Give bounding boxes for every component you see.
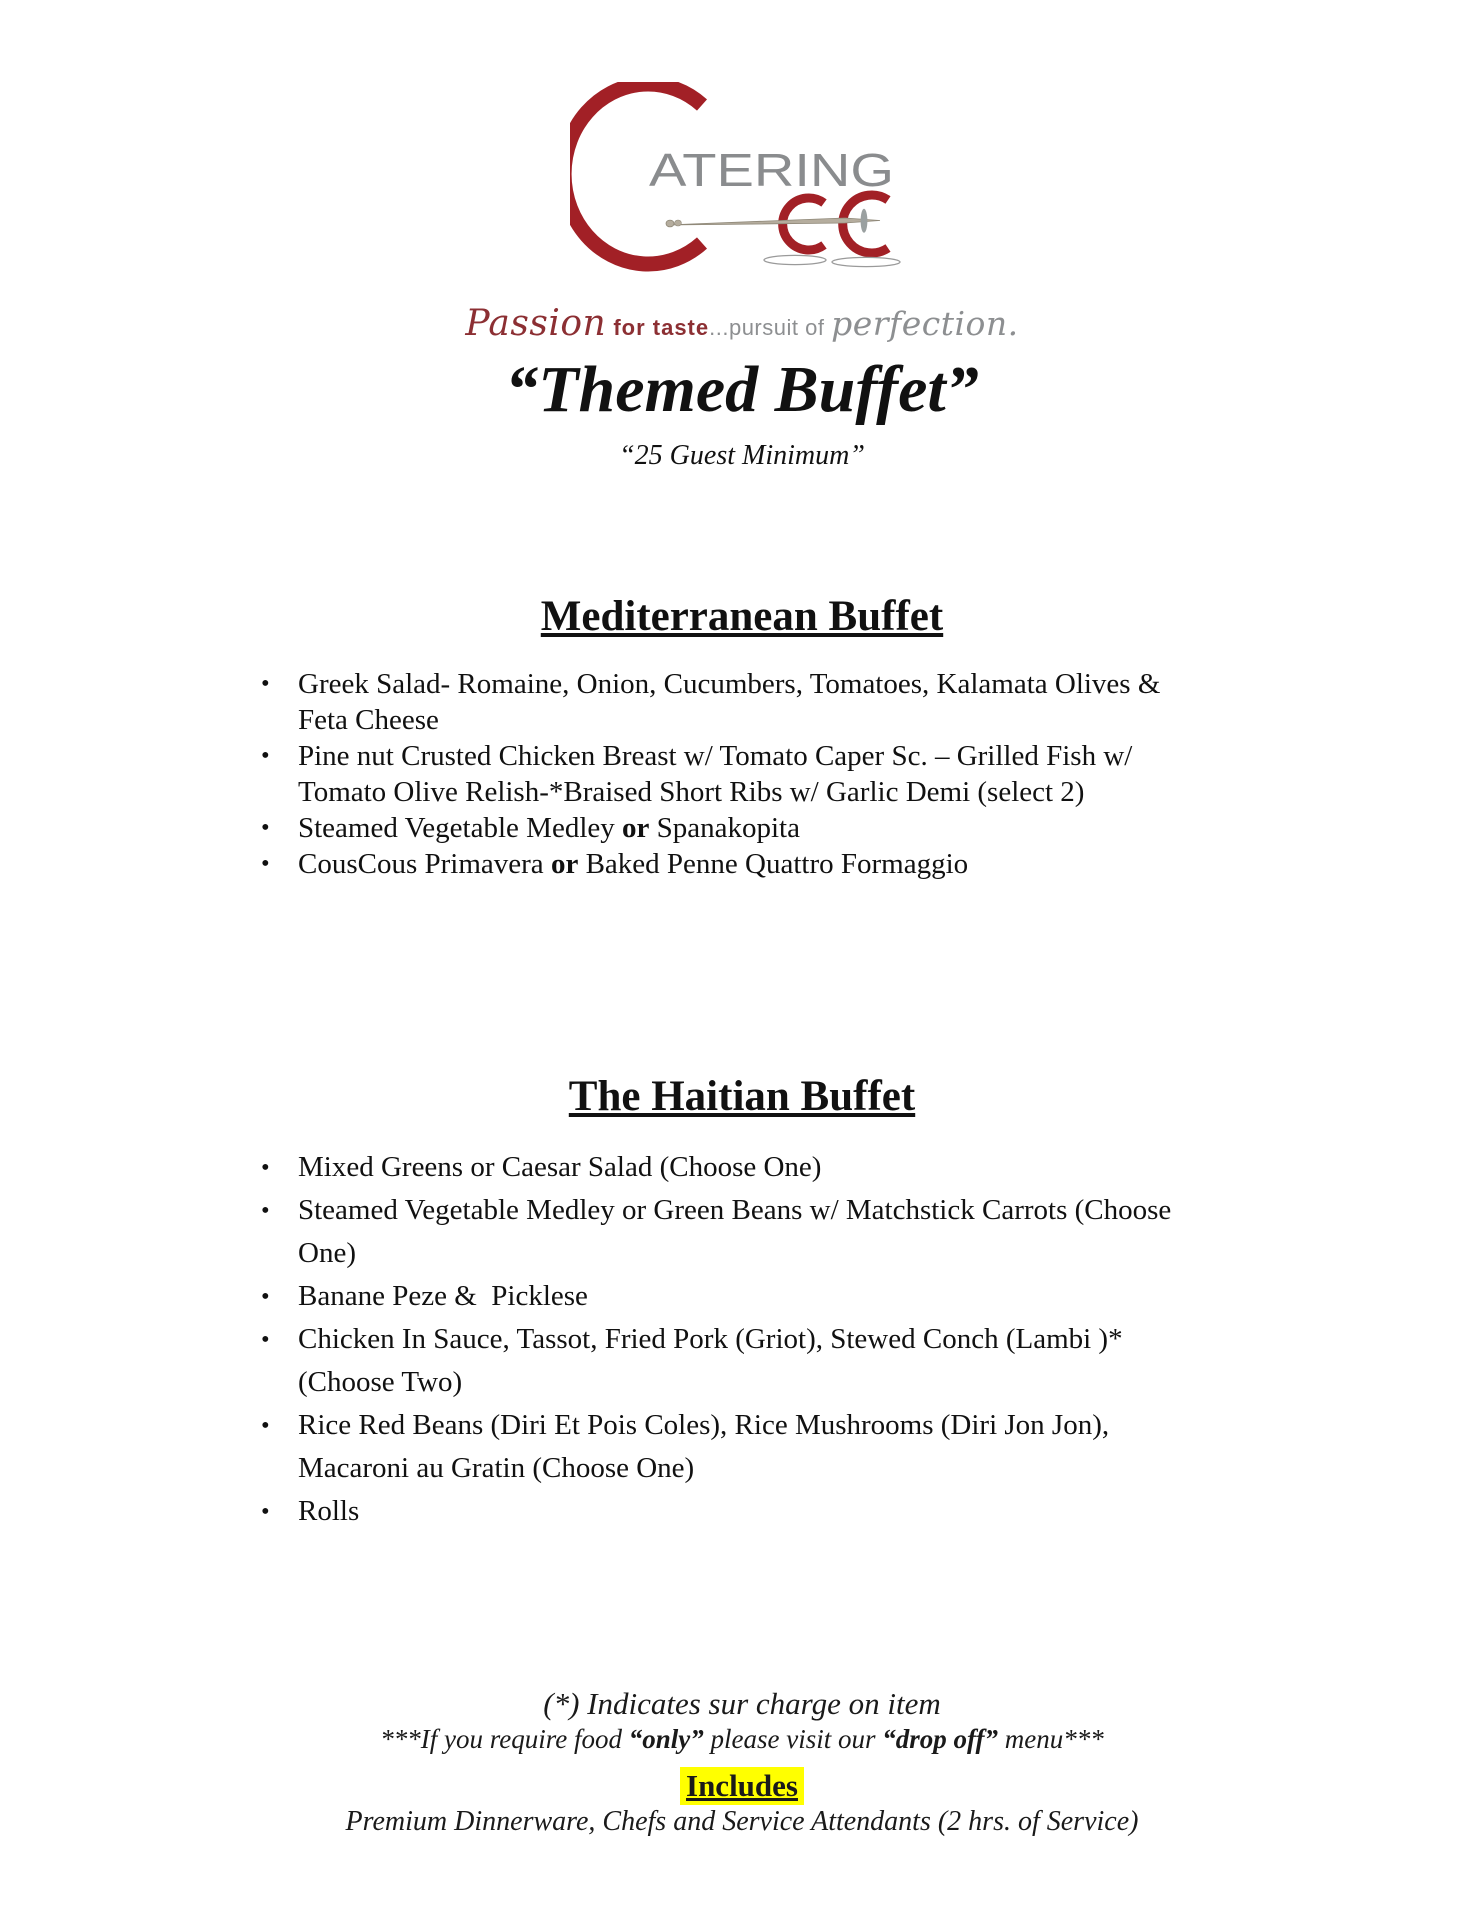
haitian-menu-list [257,1146,1192,1533]
page-title: “Themed Buffet” [505,353,979,426]
menu-item: • Greek Salad- Romaine, Onion, Cucumbers, Tomatoes, Kalamata Olives & Feta Cheese [257,666,1192,738]
includes-line [0,1768,1484,1804]
catering-cc-logo-graphic [570,82,914,274]
menu-item: • Banane Peze & Picklese [257,1275,1192,1318]
menu-item: • Steamed Vegetable Medley or Spanakopita [257,810,1192,846]
menu-item: • Mixed Greens or Caesar Salad (Choose One) [257,1146,1192,1189]
menu-item: • Chicken In Sauce, Tassot, Fried Pork (Griot), Stewed Conch (Lambi )* (Choose Two) [257,1318,1192,1404]
flourish-icon [764,255,900,266]
section-heading-haitian: The Haitian Buffet [568,1073,916,1120]
includes-label: Includes [680,1767,804,1805]
brand-tagline: Passion for taste...pursuit of perfection. [465,303,1019,344]
menu-item: • Pine nut Crusted Chicken Breast w/ Tomato Caper Sc. – Grilled Fish w/ Tomato Olive Relish-*Braised Short Ribs w/ Garlic Demi (select 2) [257,738,1192,810]
drop-off-note: ***If you require food “only” please visit our “drop off” menu*** [380,1724,1104,1754]
section-heading-mediterranean: Mediterranean Buffet [540,593,944,640]
menu-item: • Steamed Vegetable Medley or Green Beans w/ Matchstick Carrots (Choose One) [257,1189,1192,1275]
menu-item: • Rolls [257,1490,1192,1533]
page-subtitle: “25 Guest Minimum” [619,440,865,471]
surcharge-note: (*) Indicates sur charge on item [543,1686,941,1721]
mediterranean-menu-list [257,666,1192,882]
menu-item: • CousCous Primavera or Baked Penne Quattro Formaggio [257,846,1192,882]
catering-cc-logo [0,82,1484,279]
menu-item: • Rice Red Beans (Diri Et Pois Coles), Rice Mushrooms (Diri Jon Jon), Macaroni au Gratin (Choose One) [257,1404,1192,1490]
catering-letters: ATERING [649,144,894,196]
includes-detail: Premium Dinnerware, Chefs and Service Attendants (2 hrs. of Service) [345,1806,1139,1837]
